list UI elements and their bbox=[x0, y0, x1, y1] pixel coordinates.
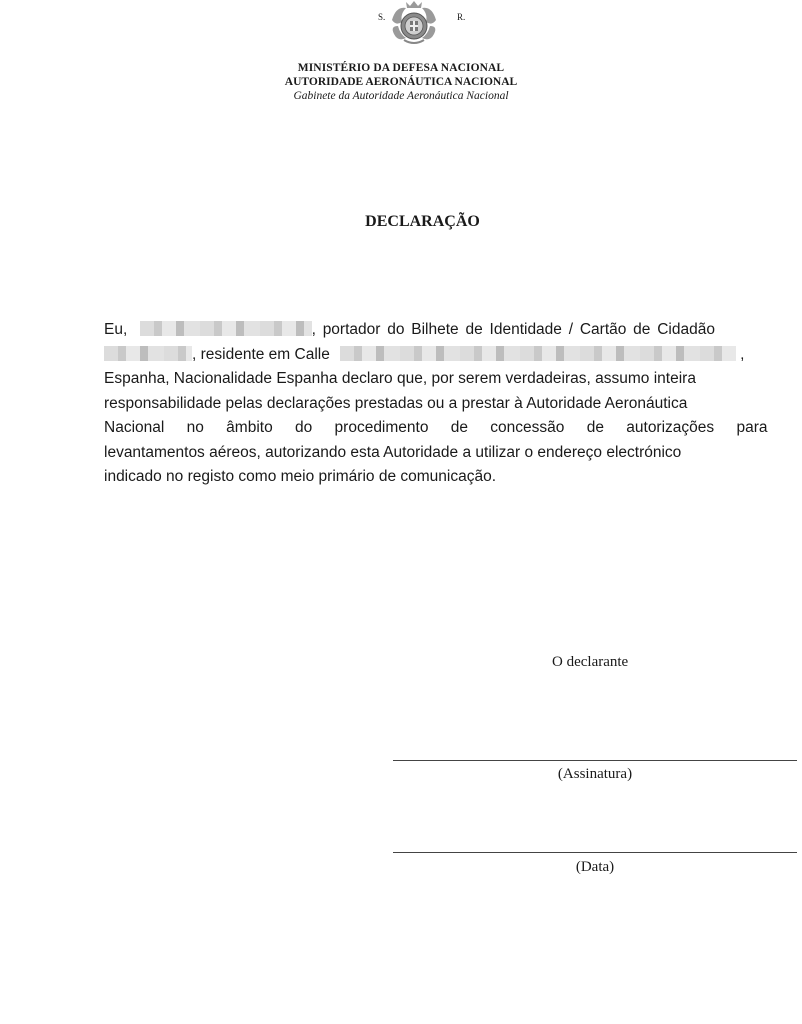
date-label: (Data) bbox=[575, 859, 615, 875]
body-line-4: responsabilidade pelas declarações prestadas ou a prestar à Autoridade Aeronáutica bbox=[104, 394, 688, 412]
crest-row bbox=[0, 0, 802, 52]
authority-name: AUTORIDADE AERONÁUTICA NACIONAL bbox=[284, 76, 518, 88]
declarante-label: O declarante bbox=[552, 654, 629, 670]
redacted-name bbox=[140, 321, 312, 336]
body-text: , residente em Calle bbox=[192, 345, 330, 363]
redacted-id bbox=[104, 346, 192, 361]
body-line-2 bbox=[104, 343, 760, 368]
body-text: , bbox=[740, 345, 745, 363]
signature-label: (Assinatura) bbox=[557, 766, 633, 782]
crest-left-label: S. bbox=[378, 12, 386, 22]
body-line-6: levantamentos aéreos, autorizando esta Autoridade a utilizar o endereço electrónico bbox=[104, 443, 682, 461]
date-line[interactable] bbox=[393, 852, 797, 853]
body-line-5: Nacional no âmbito do procedimento de concessão de autorizações para bbox=[104, 419, 768, 436]
crest-right-label: R. bbox=[457, 12, 466, 22]
signature-line[interactable] bbox=[393, 760, 797, 761]
body-line-1 bbox=[104, 318, 760, 343]
declaration-body bbox=[104, 318, 768, 490]
cabinet-name: Gabinete da Autoridade Aeronáutica Nacional bbox=[293, 90, 509, 102]
redacted-address bbox=[340, 346, 736, 361]
body-line-3: Espanha, Nacionalidade Espanha declaro que, por serem verdadeiras, assumo inteira bbox=[104, 370, 696, 387]
body-text: , portador do Bilhete de Identidade / Cartão de Cidadão bbox=[311, 321, 715, 338]
ministry-name: MINISTÉRIO DA DEFESA NACIONAL bbox=[297, 62, 505, 74]
body-text: Eu, bbox=[104, 321, 128, 338]
body-line-7: indicado no registo como meio primário de comunicação. bbox=[104, 468, 497, 485]
portuguese-coat-of-arms-icon bbox=[388, 0, 440, 48]
document-title: DECLARAÇÃO bbox=[365, 213, 480, 230]
